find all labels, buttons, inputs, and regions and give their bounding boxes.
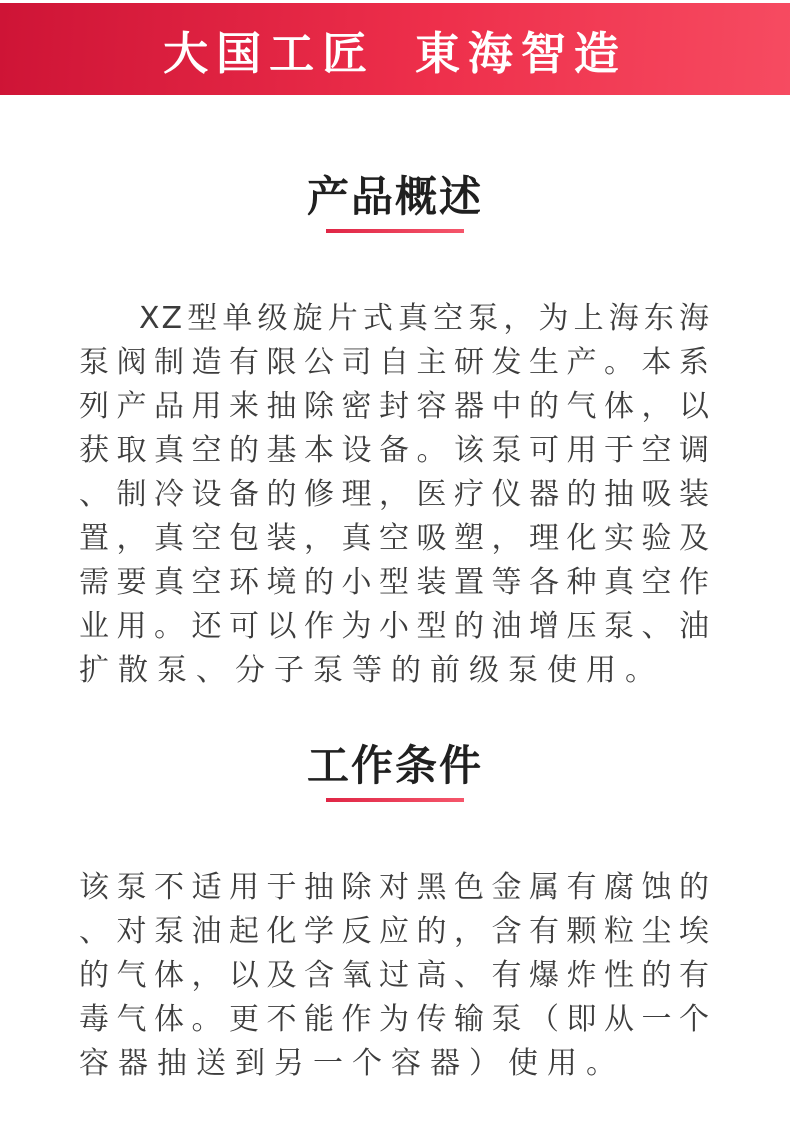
text-line: 需要真空环境的小型装置等各种真空作: [79, 565, 711, 600]
text-line: 业用。还可以作为小型的油增压泵、油: [79, 609, 711, 644]
section-heading-working-conditions: 工作条件: [306, 741, 483, 790]
brand-banner: [0, 3, 790, 95]
text-line: 泵阀制造有限公司自主研发生产。本系: [79, 345, 711, 380]
text-line: 、制冷设备的修理，医疗仪器的抽吸装: [79, 477, 711, 512]
working-conditions-paragraph: [0, 866, 790, 1086]
brand-banner-title: 大国工匠 東海智造: [163, 26, 627, 80]
section-heading-product-overview: 产品概述: [306, 172, 483, 221]
text-line: 该泵不适用于抽除对黑色金属有腐蚀的: [79, 870, 711, 905]
text-line: 毒气体。更不能作为传输泵（即从一个: [79, 1002, 711, 1037]
text-line: 置，真空包装，真空吸塑，理化实验及: [79, 521, 711, 556]
heading-underline-decoration: [326, 229, 464, 233]
text-line: 获取真空的基本设备。该泵可用于空调: [79, 433, 711, 468]
text-line: 容器抽送到另一个容器）使用。: [79, 1046, 625, 1081]
text-line: 扩散泵、分子泵等的前级泵使用。: [79, 653, 664, 688]
heading-underline-decoration: [326, 798, 464, 802]
product-overview-paragraph: [0, 297, 790, 693]
text-line: 、对泵油起化学反应的，含有颗粒尘埃: [79, 914, 711, 949]
text-line: XZ型单级旋片式真空泵，为上海东海: [139, 301, 711, 336]
text-line: 的气体，以及含氧过高、有爆炸性的有: [79, 958, 711, 993]
text-line: 列产品用来抽除密封容器中的气体，以: [79, 389, 711, 424]
